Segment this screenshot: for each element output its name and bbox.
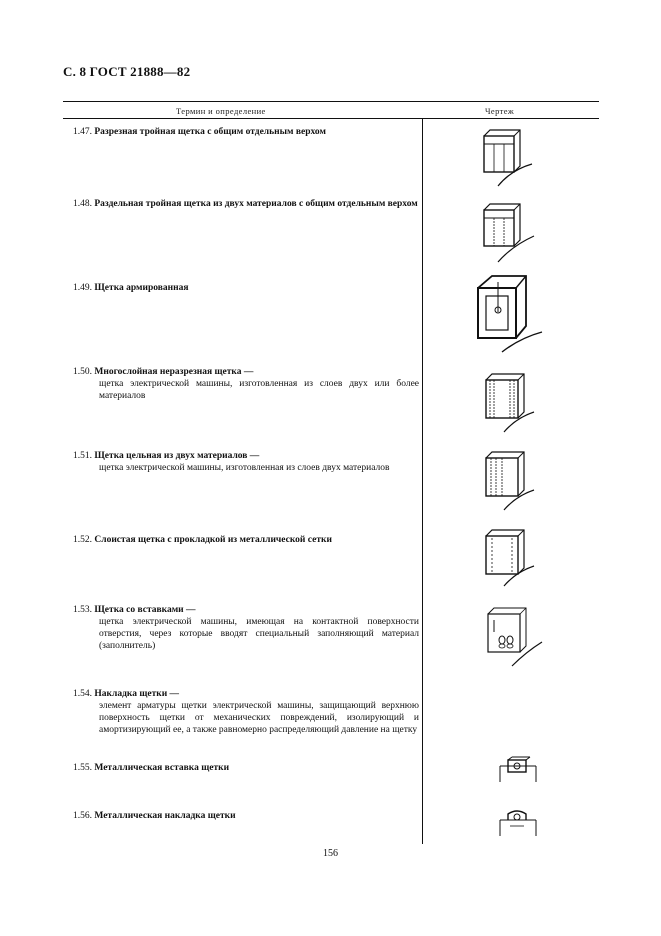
table-row [73,688,419,736]
table-row [73,198,419,210]
brush-split-triple-icon [476,126,536,188]
term-number: 1.47. [73,127,92,137]
column-divider [422,118,423,844]
term-number: 1.56. [73,811,92,821]
brush-layered-mesh-icon [478,524,538,588]
brush-inserts-icon [478,602,544,668]
term-name: Слоистая щетка с прокладкой из металлической сетки [94,535,332,545]
table-row [73,534,419,546]
table-row [73,282,419,294]
term-name: Разрезная тройная щетка с общим отдельным верхом [94,127,326,137]
term-name: Металлическая накладка щетки [94,811,236,821]
table-row [73,366,419,402]
term-number: 1.50. [73,367,92,377]
brush-reinforced-icon [470,272,546,354]
table-row [73,126,419,138]
term-definition: элемент арматуры щетки электрической машины, защищающий верхнюю поверхность щетки от механических повреждений, изолирующий и амортизирующий ее, а также равномерно распределяющий давление на щетку [99,701,419,735]
table-header-rule [63,118,599,119]
term-number: 1.53. [73,605,92,615]
term-name: Щетка со вставками — [94,605,196,615]
term-number: 1.48. [73,199,92,209]
term-name: Накладка щетки — [94,689,180,699]
table-row [73,810,419,822]
term-definition: щетка электрической машины, изготовленная из слоев двух или более материалов [99,379,419,401]
brush-solid-two-material-icon [478,446,538,512]
table-top-rule [63,101,599,102]
column-header-drawing: Чертеж [485,106,515,116]
term-name: Металлическая вставка щетки [94,763,230,773]
term-name: Многослойная неразрезная щетка — [94,367,254,377]
table-row [73,604,419,652]
term-number: 1.52. [73,535,92,545]
page-number: 156 [323,848,338,859]
table-row [73,450,419,474]
brush-triple-two-material-icon [476,198,536,264]
column-header-term: Термин и определение [176,106,266,116]
metal-cap-icon [496,808,542,838]
term-number: 1.49. [73,283,92,293]
term-name: Раздельная тройная щетка из двух материалов с общим отдельным верхом [94,199,418,209]
term-number: 1.51. [73,451,92,461]
brush-multilayer-icon [478,368,538,434]
metal-insert-icon [496,756,542,786]
term-name: Щетка армированная [94,283,189,293]
term-number: 1.55. [73,763,92,773]
table-row [73,762,419,774]
term-number: 1.54. [73,689,92,699]
page-header: С. 8 ГОСТ 21888—82 [63,64,191,79]
term-definition: щетка электрической машины, изготовленная из слоев двух материалов [99,463,390,473]
term-name: Щетка цельная из двух материалов — [94,451,260,461]
term-definition: щетка электрической машины, имеющая на контактной поверхности отверстия, через которые вводят специальный заполняющий материал (заполнитель) [99,617,419,651]
